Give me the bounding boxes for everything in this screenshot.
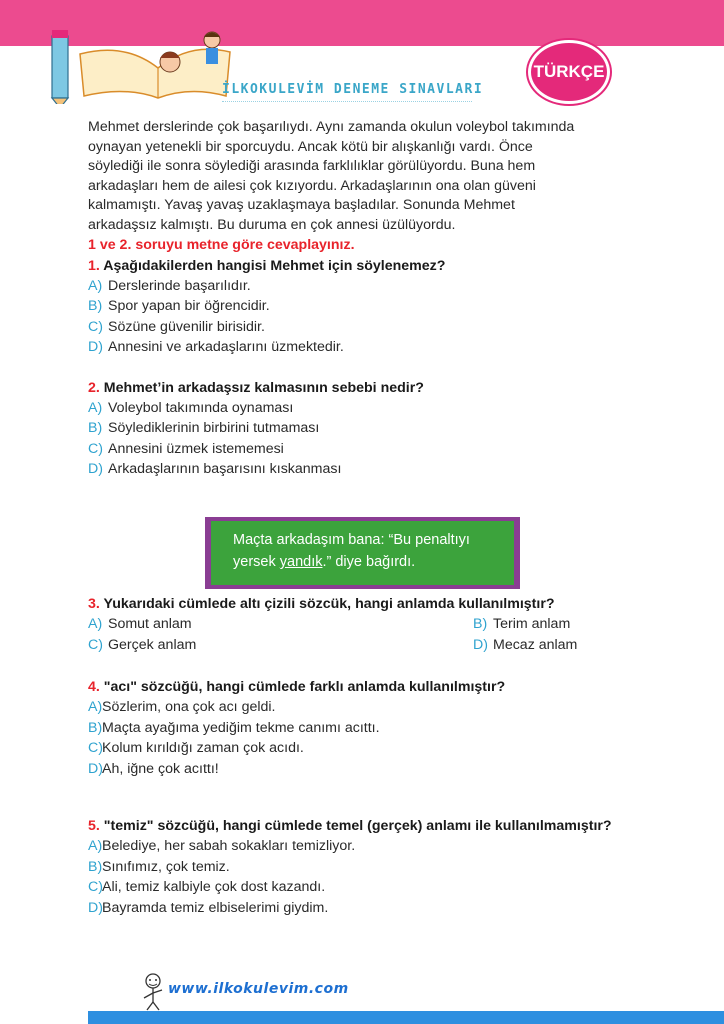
passage-line: Mehmet derslerinde çok başarılıydı. Aynı zamanda okulun voleybol takımında (88, 119, 575, 135)
answer-option-b[interactable]: B)Maçta ayağıma yediğim tekme canımı acıttı. (88, 719, 380, 736)
question-number: 1. (88, 257, 100, 274)
answer-option-a[interactable]: A) Somut anlam (88, 616, 192, 632)
answer-option-c[interactable]: C)Kolum kırıldığı zaman çok acıdı. (88, 740, 304, 756)
answer-option-b[interactable]: B) Söylediklerinin birbirini tutmaması (88, 420, 320, 436)
question-text: Aşağıdakilerden hangisi Mehmet için söylenemez? (103, 257, 446, 274)
answer-option-b[interactable]: B) Terim anlam (473, 616, 571, 632)
question-number: 3. (88, 596, 100, 612)
question-number: 4. (88, 679, 100, 695)
answer-option-c[interactable]: C) Annesini üzmek istememesi (88, 440, 284, 457)
question-text: "acı" sözcüğü, hangi cümlede farklı anlamda kullanılmıştır? (103, 679, 506, 695)
answer-option-c[interactable]: C)Ali, temiz kalbiyle çok dost kazandı. (88, 879, 326, 895)
answer-option-a[interactable]: A) Voleybol takımında oynaması (88, 399, 294, 416)
example-sentence-line: yersek yandık.” diye bağırdı. (233, 554, 416, 570)
question-text: Yukarıdaki cümlede altı çizili sözcük, hangi anlamda kullanılmıştır? (103, 596, 555, 612)
question-text: Mehmet’in arkadaşsız kalmasının sebebi nedir? (103, 379, 424, 396)
example-sentence-line: Maçta arkadaşım bana: “Bu penaltıyı (233, 532, 470, 548)
answer-option-c[interactable]: C) Sözüne güvenilir birisidir. (88, 318, 265, 335)
header-divider (222, 101, 472, 102)
subject-badge: TÜRKÇE (528, 40, 610, 104)
footer-band (88, 1011, 724, 1024)
answer-option-a[interactable]: A)Belediye, her sabah sokakları temizliyor. (88, 838, 356, 854)
passage-line: oynayan yetenekli bir sporcuydu. Ancak kötü bir alışkanlığı vardı. Önce (88, 138, 533, 155)
example-sentence-box (205, 517, 520, 589)
question-3 (88, 594, 648, 655)
answer-option-a[interactable]: A) Derslerinde başarılıdır. (88, 277, 251, 294)
footer-website-link[interactable]: www.ilkokulevim.com (168, 981, 349, 997)
question-4 (88, 677, 648, 779)
answer-option-d[interactable]: D) Arkadaşlarının başarısını kıskanması (88, 461, 342, 477)
question-number: 2. (88, 379, 100, 396)
question-1 (88, 256, 648, 358)
passage-line: arkadaşsız kalmıştı. Bu duruma en çok annesi üzülüyordu. (88, 216, 456, 233)
underlined-word: yandık (279, 554, 323, 570)
passage-line: arkadaşları hem de ailesi çok kızıyordu. Arkadaşlarının ona olan güveni (88, 177, 536, 194)
passage-line: söylediği ile sonra söylediği arasında farklılıklar görülüyordu. Buna hem (88, 158, 536, 174)
answer-option-b[interactable]: B)Sınıfımız, çok temiz. (88, 858, 230, 875)
question-5 (88, 816, 648, 918)
answer-option-c[interactable]: C) Gerçek anlam (88, 636, 197, 653)
answer-option-b[interactable]: B) Spor yapan bir öğrencidir. (88, 298, 270, 314)
header-title: İLKOKULEVİM DENEME SINAVLARI (222, 82, 484, 97)
question-text: "temiz" sözcüğü, hangi cümlede temel (gerçek) anlamı ile kullanılmamıştır? (103, 818, 612, 834)
passage-line: kalmamıştı. Yavaş yavaş uzaklaşmaya başladılar. Sonunda Mehmet (88, 197, 515, 213)
answer-option-d[interactable]: D) Mecaz anlam (473, 636, 578, 653)
kids-reading-book-illustration (40, 24, 240, 104)
reading-passage (88, 118, 648, 235)
pencil-kid-icon (140, 972, 166, 1012)
answer-option-a[interactable]: A)Sözlerim, ona çok acı geldi. (88, 699, 276, 715)
answer-option-d[interactable]: D)Bayramda temiz elbiselerimi giydim. (88, 899, 329, 916)
instruction-text: 1 ve 2. soruyu metne göre cevaplayınız. (88, 237, 355, 253)
answer-option-d[interactable]: D) Annesini ve arkadaşlarını üzmektedir. (88, 339, 344, 355)
question-2 (88, 378, 648, 480)
answer-option-d[interactable]: D)Ah, iğne çok acıttı! (88, 760, 219, 777)
question-number: 5. (88, 818, 100, 834)
